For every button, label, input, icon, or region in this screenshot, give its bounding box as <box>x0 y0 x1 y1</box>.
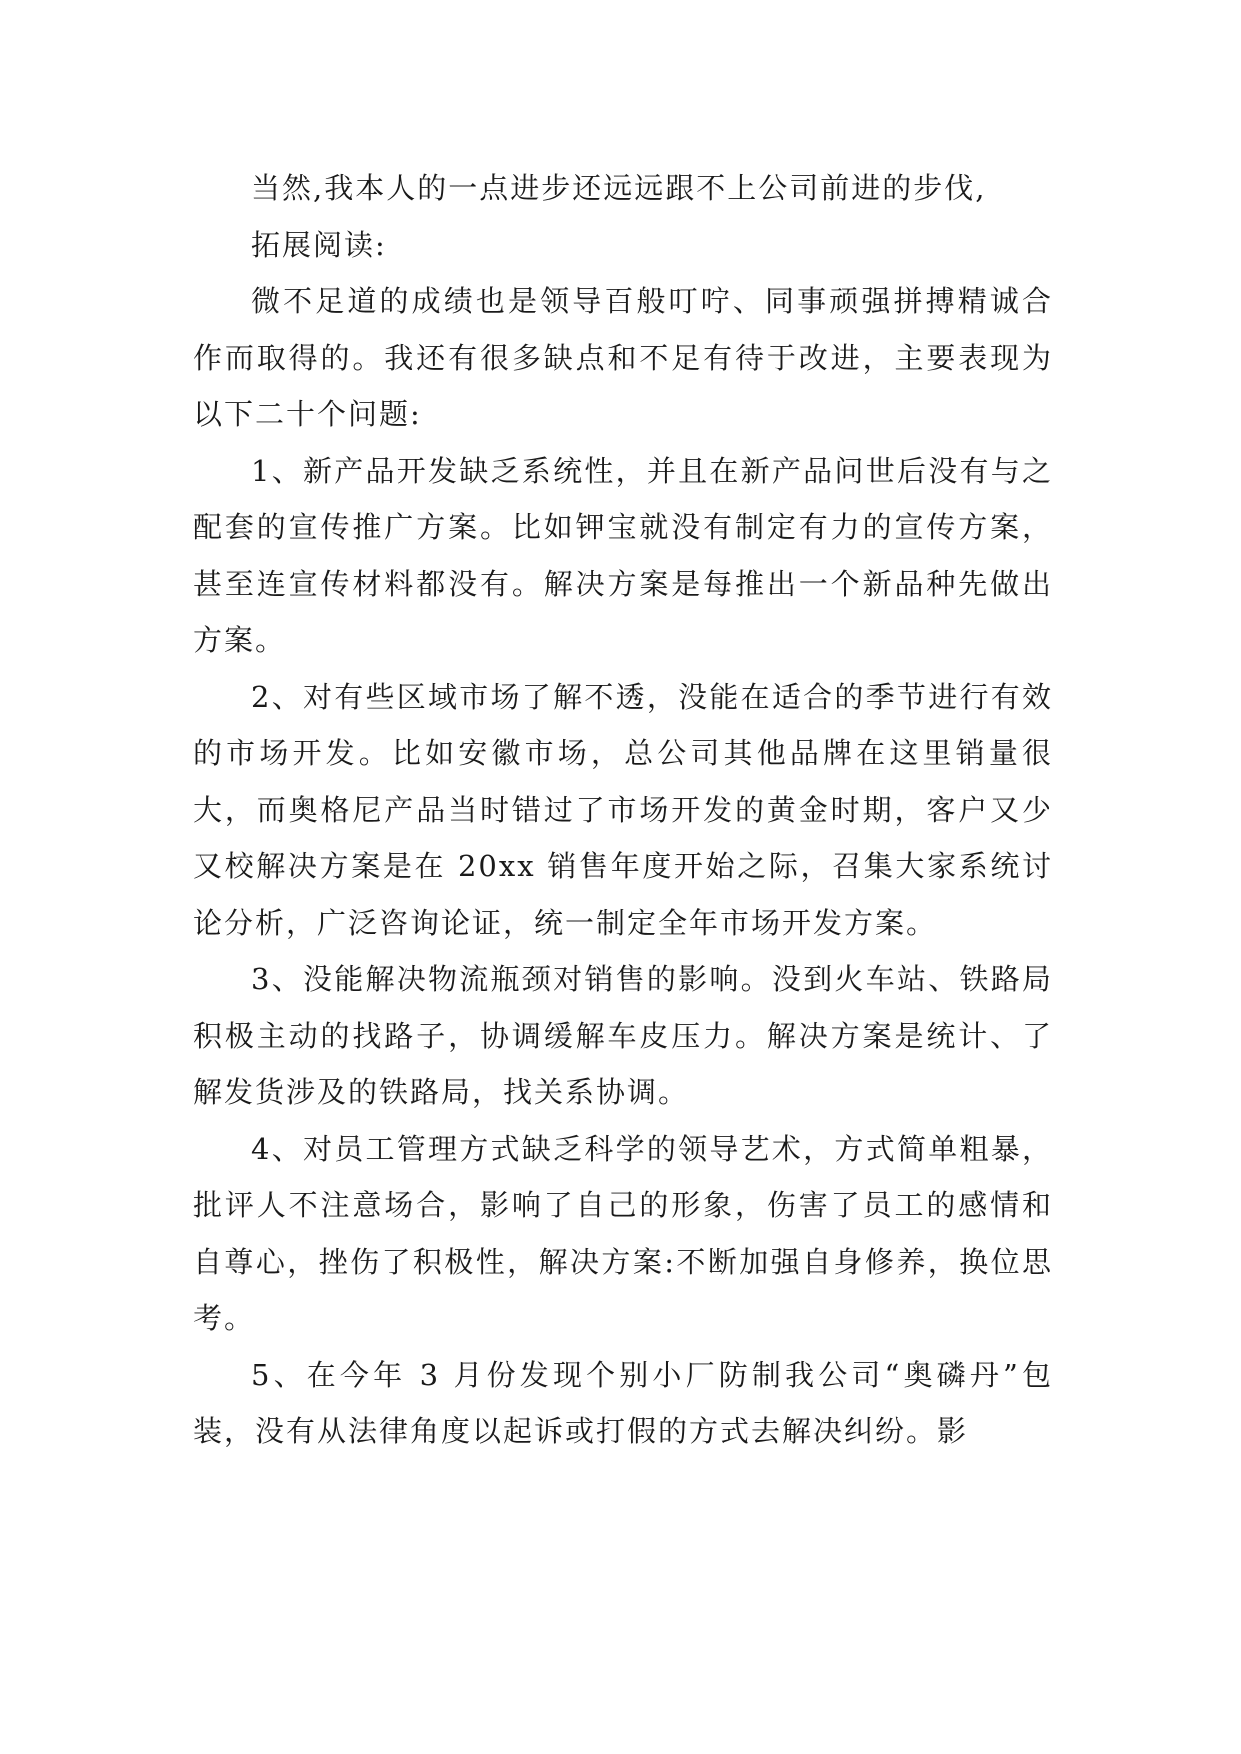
paragraph-intro: 当然,我本人的一点进步还远远跟不上公司前进的步伐, <box>251 171 987 205</box>
document-body <box>193 160 1053 1460</box>
paragraph-issue-5: 5、在今年 3 月份发现个别小厂防制我公司“奥磷丹”包装，没有从法律角度以起诉或打假的方式去解决纠纷。影 <box>193 1357 1053 1448</box>
paragraph-issue-3: 3、没能解决物流瓶颈对销售的影响。没到火车站、铁路局积极主动的找路子，协调缓解车皮压力。解决方案是统计、了解发货涉及的铁路局，找关系协调。 <box>193 962 1053 1109</box>
paragraph-summary: 微不足道的成绩也是领导百般叮咛、同事顽强拼搏精诚合作而取得的。我还有很多缺点和不足有待于改进，主要表现为以下二十个问题: <box>193 284 1053 431</box>
paragraph-issue-2: 2、对有些区域市场了解不透，没能在适合的季节进行有效的市场开发。比如安徽市场，总公司其他品牌在这里销量很大，而奥格尼产品当时错过了市场开发的黄金时期，客户又少又校解决方案是在 20xx 销售年度开始之际，召集大家系统讨论分析，广泛咨询论证，统一制定全年市场开发方案。 <box>193 679 1053 940</box>
paragraph-issue-1: 1、新产品开发缺乏系统性，并且在新产品问世后没有与之配套的宣传推广方案。比如钾宝就没有制定有力的宣传方案，甚至连宣传材料都没有。解决方案是每推出一个新品种先做出方案。 <box>193 453 1053 657</box>
paragraph-issue-4: 4、对员工管理方式缺乏科学的领导艺术，方式简单粗暴，批评人不注意场合，影响了自己的形象，伤害了员工的感情和自尊心，挫伤了积极性，解决方案:不断加强自身修养，换位思考。 <box>193 1131 1053 1335</box>
paragraph-extended-reading-heading: 拓展阅读: <box>251 227 387 262</box>
